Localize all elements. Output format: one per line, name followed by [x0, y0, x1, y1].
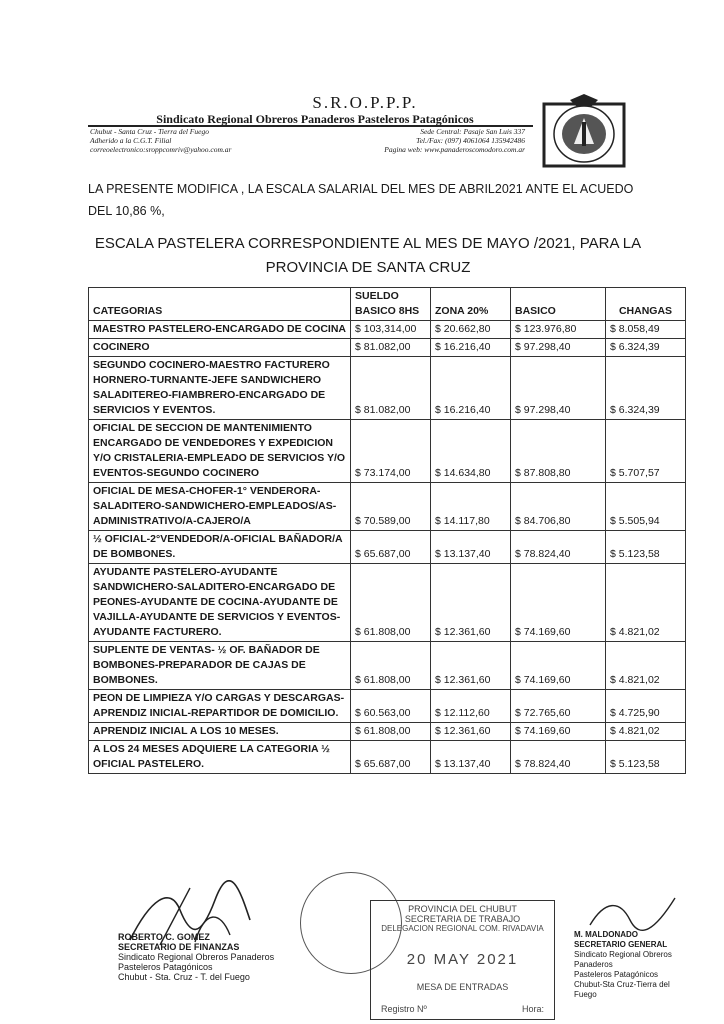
- signer-left-org1: Sindicato Regional Obreros Panaderos: [118, 952, 275, 962]
- signer-right-org2: Pasteleros Patagónicos: [574, 970, 659, 979]
- cell-changas: $ 5.123,58: [606, 741, 686, 774]
- signer-left-org2: Pasteleros Patagónicos: [118, 962, 213, 972]
- letterhead-affiliation: Adherido a la C.G.T. Filial: [90, 136, 172, 145]
- cell-basico: $ 74.169,60: [511, 564, 606, 642]
- cell-basico: $ 84.706,80: [511, 483, 606, 531]
- table-row: [89, 531, 686, 564]
- cell-zona: $ 12.361,60: [431, 642, 511, 690]
- cell-categoria: A LOS 24 MESES ADQUIERE LA CATEGORIA ½ OFICIAL PASTELERO.: [89, 741, 351, 774]
- salary-table: [88, 287, 686, 774]
- table-row: [89, 642, 686, 690]
- org-acronym: S.R.O.P.P.P.: [312, 93, 418, 112]
- cell-basico: $ 87.808,80: [511, 420, 606, 483]
- cell-sueldo: $ 81.082,00: [351, 357, 431, 420]
- union-seal-logo: [540, 94, 628, 170]
- cell-sueldo: $ 73.174,00: [351, 420, 431, 483]
- cell-categoria: ½ OFICIAL-2°VENDEDOR/A-OFICIAL BAÑADOR/A DE BOMBONES.: [89, 531, 351, 564]
- cell-zona: $ 14.634,80: [431, 420, 511, 483]
- cell-categoria: OFICIAL DE MESA-CHOFER-1° VENDERORA-SALADITERO-SANDWICHERO-EMPLEADOS/AS-ADMINISTRATIVO/A-CAJERO/A: [89, 483, 351, 531]
- stamp-delegacion: DELEGACION REGIONAL COM. RIVADAVIA: [381, 924, 544, 933]
- table-row: [89, 690, 686, 723]
- signer-right-org1: Sindicato Regional Obreros Panaderos: [574, 950, 672, 969]
- cell-basico: $ 97.298,40: [511, 339, 606, 357]
- cell-basico: $ 74.169,60: [511, 723, 606, 741]
- cell-changas: $ 8.058,49: [606, 321, 686, 339]
- signature-block-left: [118, 932, 288, 982]
- cell-changas: $ 5.707,57: [606, 420, 686, 483]
- letterhead-left-info: [90, 127, 320, 154]
- cell-sueldo: $ 61.808,00: [351, 642, 431, 690]
- cell-zona: $ 20.662,80: [431, 321, 511, 339]
- header-categorias: CATEGORIAS: [89, 288, 351, 321]
- cell-sueldo: $ 65.687,00: [351, 741, 431, 774]
- table-row: [89, 321, 686, 339]
- cell-sueldo: $ 61.808,00: [351, 723, 431, 741]
- table-row: [89, 357, 686, 420]
- handwritten-signature-right: [580, 890, 690, 935]
- table-row: [89, 723, 686, 741]
- signer-left-role: SECRETARIO DE FINANZAS: [118, 942, 240, 952]
- signer-right-role: SECRETARIO GENERAL: [574, 940, 668, 949]
- stamp-province: PROVINCIA DEL CHUBUT: [408, 904, 517, 914]
- signer-left-name: ROBERTO C. GOMEZ: [118, 932, 210, 942]
- cell-basico: $ 97.298,40: [511, 357, 606, 420]
- cell-sueldo: $ 103,314,00: [351, 321, 431, 339]
- document-title: ESCALA PASTELERA CORRESPONDIENTE AL MES DE MAYO /2021, PARA LA PROVINCIA DE SANTA CRUZ: [94, 235, 642, 276]
- header-basico: BASICO: [511, 288, 606, 321]
- cell-zona: $ 12.361,60: [431, 564, 511, 642]
- cell-sueldo: $ 60.563,00: [351, 690, 431, 723]
- letterhead-phone: Tel./Fax: (097) 4061064 135942486: [416, 136, 525, 145]
- cell-zona: $ 13.137,40: [431, 741, 511, 774]
- header-sueldo: SUELDO BASICO 8HS: [351, 288, 431, 321]
- cell-changas: $ 4.821,02: [606, 723, 686, 741]
- stamp-secretaria: SECRETARIA DE TRABAJO: [404, 914, 521, 924]
- cell-sueldo: $ 61.808,00: [351, 564, 431, 642]
- cell-changas: $ 6.324,39: [606, 357, 686, 420]
- cell-categoria: PEON DE LIMPIEZA Y/O CARGAS Y DESCARGAS-APRENDIZ INICIAL-REPARTIDOR DE DOMICILIO.: [89, 690, 351, 723]
- cell-categoria: MAESTRO PASTELERO-ENCARGADO DE COCINA: [89, 321, 351, 339]
- cell-changas: $ 6.324,39: [606, 339, 686, 357]
- cell-basico: $ 72.765,60: [511, 690, 606, 723]
- letterhead-email: correoelectronico:sroppcomriv@yahoo.com.ar: [90, 145, 232, 154]
- cell-changas: $ 4.725,90: [606, 690, 686, 723]
- cell-categoria: APRENDIZ INICIAL A LOS 10 MESES.: [89, 723, 351, 741]
- cell-basico: $ 74.169,60: [511, 642, 606, 690]
- stamp-footer: [371, 1004, 554, 1014]
- cell-basico: $ 78.824,40: [511, 531, 606, 564]
- cell-zona: $ 16.216,40: [431, 339, 511, 357]
- cell-categoria: COCINERO: [89, 339, 351, 357]
- letterhead-website: Pagina web: www.panaderoscomodoro.com.ar: [384, 145, 525, 154]
- cell-sueldo: $ 65.687,00: [351, 531, 431, 564]
- cell-changas: $ 5.505,94: [606, 483, 686, 531]
- header-changas: CHANGAS: [606, 288, 686, 321]
- letterhead-address: Sede Central: Pasaje San Luis 337: [420, 127, 525, 136]
- header-zona: ZONA 20%: [431, 288, 511, 321]
- cell-categoria: OFICIAL DE SECCION DE MANTENIMIENTO ENCARGADO DE VENDEDORES Y EXPEDICION Y/O CRISTALERIA-EMPLEADO DE SERVICIOS Y/O EVENTOS-SEGUNDO COCINERO: [89, 420, 351, 483]
- cell-zona: $ 14.117,80: [431, 483, 511, 531]
- cell-categoria: SEGUNDO COCINERO-MAESTRO FACTURERO HORNERO-TURNANTE-JEFE SANDWICHERO SALADITEREO-FIAMBRERO-ENCARGADO DE SERVICIOS Y EVENTOS.: [89, 357, 351, 420]
- cell-changas: $ 4.821,02: [606, 564, 686, 642]
- stamp-registro: Registro Nº: [381, 1004, 427, 1014]
- stamp-date: 20 MAY 2021: [406, 951, 519, 968]
- table-row: [89, 420, 686, 483]
- table-header-row: [89, 288, 686, 321]
- signer-right-name: M. MALDONADO: [574, 930, 638, 939]
- signer-left-org3: Chubut - Sta. Cruz - T. del Fuego: [118, 972, 250, 982]
- cell-zona: $ 12.112,60: [431, 690, 511, 723]
- cell-basico: $ 78.824,40: [511, 741, 606, 774]
- reception-stamp: [370, 900, 555, 1020]
- table-row: [89, 564, 686, 642]
- stamp-desk: MESA DE ENTRADAS: [416, 982, 509, 992]
- letterhead-region: Chubut - Santa Cruz - Tierra del Fuego: [90, 127, 209, 136]
- cell-categoria: SUPLENTE DE VENTAS- ½ OF. BAÑADOR DE BOMBONES-PREPARADOR DE CAJAS DE BOMBONES.: [89, 642, 351, 690]
- cell-zona: $ 16.216,40: [431, 357, 511, 420]
- cell-zona: $ 12.361,60: [431, 723, 511, 741]
- table-row: [89, 741, 686, 774]
- cell-zona: $ 13.137,40: [431, 531, 511, 564]
- signer-right-org3: Chubut-Sta Cruz-Tierra del Fuego: [574, 980, 670, 999]
- cell-basico: $ 123.976,80: [511, 321, 606, 339]
- cell-sueldo: $ 81.082,00: [351, 339, 431, 357]
- intro-paragraph: LA PRESENTE MODIFICA , LA ESCALA SALARIAL DEL MES DE ABRIL2021 ANTE EL ACUEDO DEL 10,86 %,: [88, 182, 634, 218]
- table-row: [89, 339, 686, 357]
- letterhead-right-info: [315, 127, 525, 154]
- cell-changas: $ 4.821,02: [606, 642, 686, 690]
- stamp-hora: Hora:: [521, 1004, 544, 1014]
- cell-categoria: AYUDANTE PASTELERO-AYUDANTE SANDWICHERO-SALADITERO-ENCARGADO DE PEONES-AYUDANTE DE COCINA-AYUDANTE DE VAJILLA-AYUDANTE DE SERVICIOS Y EVENTOS-AYUDANTE FACTURERO.: [89, 564, 351, 642]
- cell-changas: $ 5.123,58: [606, 531, 686, 564]
- table-row: [89, 483, 686, 531]
- org-name: Sindicato Regional Obreros Panaderos Pasteleros Patagónicos: [156, 112, 474, 126]
- signature-block-right: [574, 930, 694, 1000]
- cell-sueldo: $ 70.589,00: [351, 483, 431, 531]
